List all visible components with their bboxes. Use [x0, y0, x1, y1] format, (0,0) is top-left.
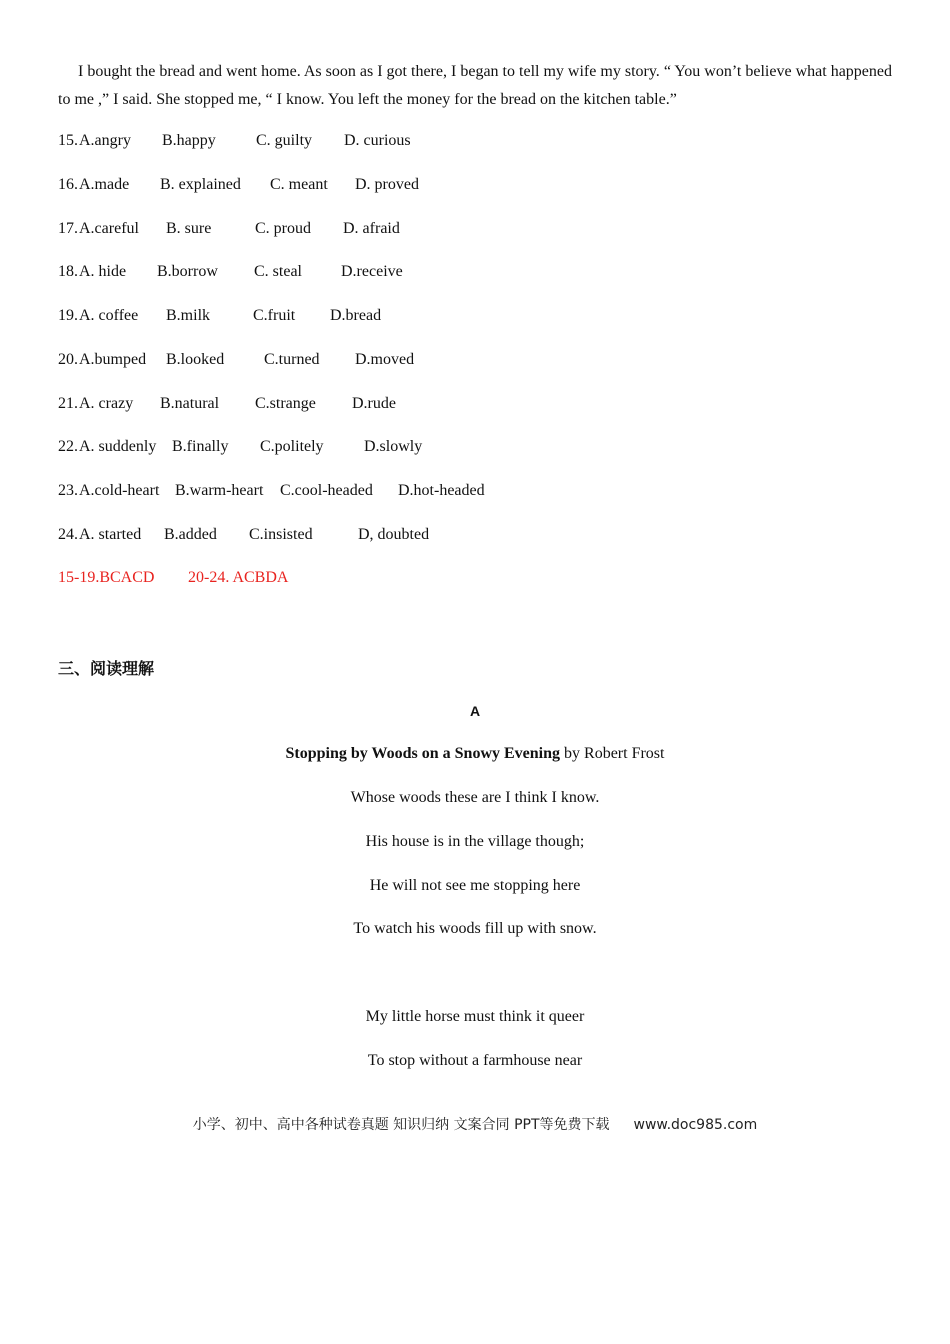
- option-a: A.angry: [79, 132, 131, 149]
- poem-line: My little horse must think it queer: [365, 1008, 585, 1025]
- option-a: A. crazy: [79, 395, 134, 412]
- passage-text: I bought the bread and went home. As soon as I got there, I began to tell my wife my story. “ You won’t believe what happened to me ,” I said. She stopped me, “ I know. You left the money for the bread on the kitchen table.”: [58, 63, 892, 108]
- poem-line: His house is in the village though;: [365, 833, 585, 850]
- option-d: D.slowly: [364, 438, 423, 455]
- question-16: [58, 176, 419, 198]
- option-d: D. proved: [355, 176, 419, 193]
- question-24: [58, 526, 430, 548]
- option-d: D. curious: [344, 132, 411, 149]
- question-number: 17.: [58, 220, 78, 237]
- option-b: B.natural: [160, 395, 220, 412]
- option-a: A.careful: [79, 220, 139, 237]
- option-c: C.politely: [260, 438, 324, 455]
- option-b: B. sure: [166, 220, 212, 237]
- option-a: A. hide: [79, 263, 127, 280]
- question-15: [58, 132, 411, 154]
- option-a: A. started: [79, 526, 142, 543]
- option-b: B.borrow: [157, 263, 218, 280]
- poem-line: Whose woods these are I think I know.: [350, 789, 600, 806]
- option-b: B.added: [164, 526, 217, 543]
- question-number: 16.: [58, 176, 78, 193]
- option-b: B.looked: [166, 351, 225, 368]
- question-23: [58, 482, 485, 504]
- poem-heading: [0, 745, 950, 763]
- footer-text: 小学、初中、高中各种试卷真题 知识归纳 文案合同 PPT等免费下载: [192, 1117, 610, 1133]
- part-label: A: [469, 703, 481, 719]
- poem-title: Stopping by Woods on a Snowy Evening: [285, 745, 561, 762]
- option-b: B.milk: [166, 307, 211, 324]
- option-d: D. afraid: [343, 220, 400, 237]
- option-c: C.fruit: [253, 307, 296, 324]
- option-a: A. suddenly: [79, 438, 157, 455]
- page-footer: [0, 1114, 950, 1134]
- footer-url[interactable]: www.doc985.com: [633, 1117, 758, 1133]
- poem-line: To stop without a farmhouse near: [367, 1052, 583, 1069]
- option-c: C. guilty: [256, 132, 313, 149]
- option-a: A.made: [79, 176, 130, 193]
- option-d: D.moved: [355, 351, 415, 368]
- option-b: B.happy: [162, 132, 216, 149]
- option-c: C. proud: [255, 220, 311, 237]
- question-22: [58, 438, 423, 460]
- answer-key-20-24: 20-24. ACBDA: [188, 569, 289, 586]
- option-b: B.warm-heart: [175, 482, 264, 499]
- poem-line: To watch his woods fill up with snow.: [353, 920, 597, 937]
- option-d: D, doubted: [358, 526, 430, 543]
- question-17: [58, 220, 400, 242]
- poem-author: by Robert Frost: [560, 745, 665, 762]
- question-number: 23.: [58, 482, 78, 499]
- answer-key-15-19: 15-19.BCACD: [58, 569, 155, 586]
- option-a: A. coffee: [79, 307, 139, 324]
- question-18: [58, 263, 403, 285]
- option-d: D.rude: [352, 395, 396, 412]
- question-21: [58, 395, 396, 417]
- option-d: D.hot-headed: [398, 482, 485, 499]
- option-a: A.cold-heart: [79, 482, 160, 499]
- question-number: 21.: [58, 395, 78, 412]
- passage-paragraph: [58, 58, 892, 114]
- question-20: [58, 351, 415, 373]
- question-number: 15.: [58, 132, 78, 149]
- answer-key: [58, 569, 289, 591]
- option-b: B. explained: [160, 176, 241, 193]
- option-c: C.strange: [255, 395, 316, 412]
- option-d: D.receive: [341, 263, 403, 280]
- option-c: C. meant: [270, 176, 328, 193]
- option-b: B.finally: [172, 438, 229, 455]
- poem-line: He will not see me stopping here: [369, 877, 581, 894]
- question-number: 20.: [58, 351, 78, 368]
- option-c: C. steal: [254, 263, 302, 280]
- section-title: 三、阅读理解: [58, 659, 155, 678]
- option-c: C.cool-headed: [280, 482, 373, 499]
- question-19: [58, 307, 382, 329]
- question-number: 24.: [58, 526, 78, 543]
- option-c: C.turned: [264, 351, 320, 368]
- question-number: 19.: [58, 307, 78, 324]
- option-d: D.bread: [330, 307, 382, 324]
- option-c: C.insisted: [249, 526, 313, 543]
- question-number: 22.: [58, 438, 78, 455]
- question-number: 18.: [58, 263, 78, 280]
- option-a: A.bumped: [79, 351, 147, 368]
